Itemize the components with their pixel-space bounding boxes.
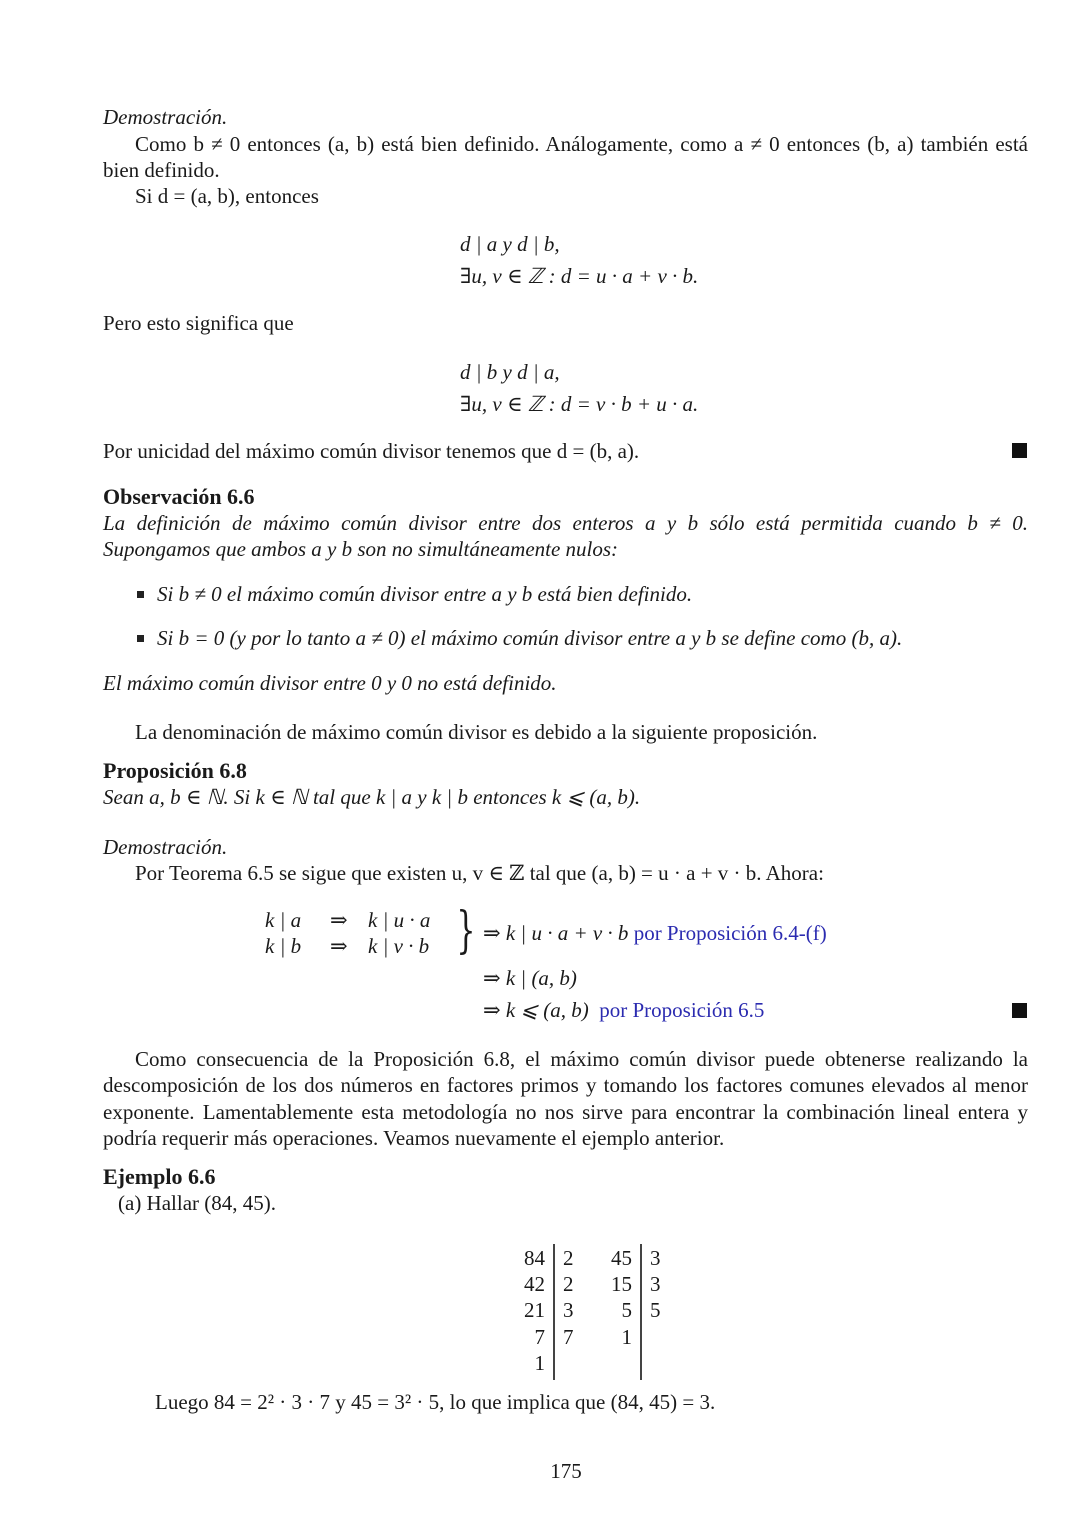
table-cell: 45: [611, 1246, 632, 1270]
equation: k | b: [265, 934, 302, 958]
table-cell: 1: [534, 1351, 545, 1375]
equation: k | a: [265, 908, 302, 932]
equation: ⇒ k | (a, b): [483, 966, 577, 990]
table-cell: 1: [621, 1325, 632, 1349]
implies-symbol: ⇒: [330, 908, 348, 932]
bullet-icon: [137, 635, 144, 642]
table-cell: 2: [563, 1246, 574, 1270]
bullet-icon: [137, 591, 144, 598]
table-cell: 15: [611, 1272, 632, 1296]
qed-square-icon: [1012, 1003, 1027, 1018]
list-item: Si b ≠ 0 el máximo común divisor entre a y b está bien definido.: [157, 582, 693, 606]
table-cell: 3: [650, 1246, 661, 1270]
equation: d | b y d | a,: [460, 360, 560, 384]
equation: ⇒ k ⩽ (a, b): [483, 998, 589, 1022]
equation: ⇒ k | u · a + v · b: [483, 921, 629, 945]
table-cell: 5: [650, 1298, 661, 1322]
observation-text: La definición de máximo común divisor entre dos enteros a y b sólo está permitida cuando b ≠ 0. Supongamos que ambos a y b son no simultáneamente nulos:: [103, 511, 1028, 562]
equation-line: [483, 920, 827, 946]
example-item: (a) Hallar (84, 45).: [118, 1191, 277, 1215]
reference-link[interactable]: por Proposición 6.4-(f): [633, 921, 827, 945]
equation: ∃u, v ∈ ℤ : d = u · a + v · b.: [460, 264, 699, 288]
paragraph: Por Teorema 6.5 se sigue que existen u, v ∈ ℤ tal que (a, b) = u · a + v · b. Ahora:: [135, 861, 824, 885]
paragraph: Si d = (a, b), entonces: [135, 184, 319, 208]
proposition-title: Proposición 6.8: [103, 758, 247, 783]
table-cell: 2: [563, 1272, 574, 1296]
equation: ∃u, v ∈ ℤ : d = v · b + u · a.: [460, 392, 699, 416]
page-number: 175: [550, 1459, 582, 1483]
paragraph: Como b ≠ 0 entonces (a, b) está bien definido. Análogamente, como a ≠ 0 entonces (b, a) también está bien definido.: [103, 132, 1028, 183]
equation: k | v · b: [368, 934, 430, 958]
table-cell: 3: [650, 1272, 661, 1296]
equation-line: [483, 997, 764, 1023]
table-cell: 3: [563, 1298, 574, 1322]
divider: [640, 1244, 642, 1380]
divider: [553, 1244, 555, 1380]
paragraph: Como consecuencia de la Proposición 6.8, el máximo común divisor puede obtenerse realizando la descomposición de los dos números en factores primos y tomando los factores comunes elevados al menor exponente. Lamentablemente esta metodología no nos sirve para encontrar la combinación lineal entera y podría requerir más operaciones. Veamos nuevamente el ejemplo anterior.: [103, 1047, 1028, 1150]
list-item: Si b = 0 (y por lo tanto a ≠ 0) el máximo común divisor entre a y b se define como (b, a).: [157, 626, 903, 650]
observation-text: El máximo común divisor entre 0 y 0 no está definido.: [103, 671, 557, 695]
table-cell: 5: [621, 1298, 632, 1322]
right-brace-icon: }: [456, 901, 476, 959]
table-cell: 7: [534, 1325, 545, 1349]
proof-title: Demostración.: [103, 835, 228, 859]
table-cell: 21: [524, 1298, 545, 1322]
equation: k | u · a: [368, 908, 431, 932]
implies-symbol: ⇒: [330, 934, 348, 958]
paragraph: Por unicidad del máximo común divisor tenemos que d = (b, a).: [103, 439, 640, 463]
proof-title: Demostración.: [103, 105, 228, 129]
table-cell: 42: [524, 1272, 545, 1296]
paragraph: La denominación de máximo común divisor es debido a la siguiente proposición.: [135, 720, 818, 744]
table-cell: 84: [524, 1246, 545, 1270]
example-result: Luego 84 = 2² · 3 · 7 y 45 = 3² · 5, lo que implica que (84, 45) = 3.: [155, 1390, 716, 1414]
proposition-text: Sean a, b ∈ ℕ. Si k ∈ ℕ tal que k | a y k | b entonces k ⩽ (a, b).: [103, 785, 641, 809]
table-cell: 7: [563, 1325, 574, 1349]
observation-title: Observación 6.6: [103, 484, 255, 509]
equation: d | a y d | b,: [460, 232, 560, 256]
qed-square-icon: [1012, 443, 1027, 458]
paragraph: Pero esto significa que: [103, 311, 294, 335]
example-title: Ejemplo 6.6: [103, 1164, 216, 1189]
reference-link[interactable]: por Proposición 6.5: [599, 998, 765, 1022]
